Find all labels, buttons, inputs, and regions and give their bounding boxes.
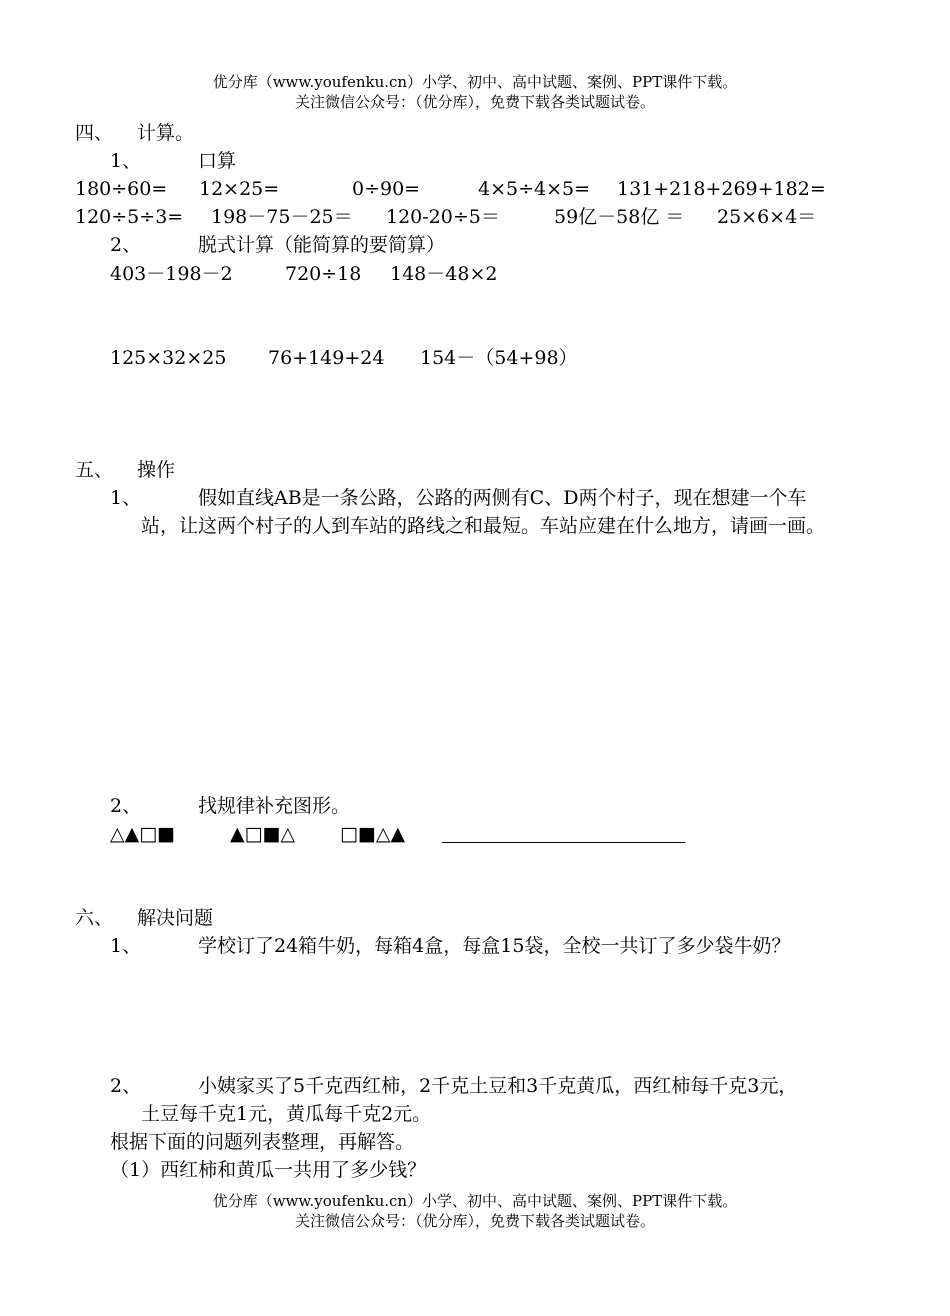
q6-2-sub-question-1: （1）西红柿和黄瓜一共用了多少钱？ [110,1159,427,1181]
section-6-number: 六、 [75,907,114,929]
step-calc-item: 720÷18 [285,263,362,285]
shape-pattern-group: □■△▲ [340,823,406,845]
answer-blank-line [442,842,685,843]
q5-1-text-line-1: 假如直线AB是一条公路，公路的两侧有C、D两个村子，现在想建一个车 [198,487,807,509]
step-calc-item: 154－（54+98） [420,347,578,369]
section-6-title: 解决问题 [137,907,214,929]
footer-line-1: 优分库（www.youfenku.cn）小学、初中、高中试题、案例、PPT课件下载。 [212,1192,738,1210]
oral-calc-item: 120-20÷5＝ [386,206,500,228]
section-4-title: 计算。 [137,122,195,144]
oral-calc-item: 0÷90= [352,178,421,200]
q6-2-text-line-1: 小姨家买了5千克西红柿，2千克土豆和3千克黄瓜，西红柿每千克3元， [198,1075,798,1097]
q6-2-instruction: 根据下面的问题列表整理，再解答。 [110,1131,415,1153]
oral-calc-item: 12×25= [199,178,280,200]
header-line-1: 优分库（www.youfenku.cn）小学、初中、高中试题、案例、PPT课件下载。 [212,73,738,91]
shape-pattern-group: △▲□■ [110,823,176,845]
q4-2-number: 2、 [110,234,142,256]
oral-calc-item: 120÷5÷3= [75,206,184,228]
step-calc-item: 148－48×2 [390,263,498,285]
q5-1-number: 1、 [110,487,142,509]
q6-2-number: 2、 [110,1075,142,1097]
oral-calc-item: 198－75－25＝ [211,206,353,228]
footer-line-2: 关注微信公众号：（优分库），免费下载各类试题试卷。 [294,1212,655,1230]
shape-pattern-group: ▲□■△ [230,823,296,845]
oral-calc-item: 59亿－58亿 ＝ [554,206,685,228]
q5-1-text-line-2: 站，让这两个村子的人到车站的路线之和最短。车站应建在什么地方，请画一画。 [141,515,826,537]
oral-calc-item: 131+218+269+182= [617,178,826,200]
step-calc-item: 76+149+24 [268,347,385,369]
q4-2-title: 脱式计算（能简算的要简算） [198,234,446,256]
q6-1-text: 学校订了24箱牛奶，每箱4盒，每盒15袋，全校一共订了多少袋牛奶？ [198,935,791,957]
section-5-number: 五、 [75,459,114,481]
oral-calc-item: 180÷60= [75,178,168,200]
q5-2-title: 找规律补充图形。 [198,795,351,817]
q4-1-title: 口算 [198,150,237,172]
oral-calc-item: 4×5÷4×5= [478,178,591,200]
step-calc-item: 125×32×25 [110,347,227,369]
step-calc-item: 403－198－2 [110,263,233,285]
q4-1-number: 1、 [110,150,142,172]
section-4-number: 四、 [75,122,114,144]
q6-2-text-line-2: 土豆每千克1元，黄瓜每千克2元。 [141,1103,432,1125]
q6-1-number: 1、 [110,935,142,957]
oral-calc-item: 25×6×4＝ [717,206,817,228]
section-5-title: 操作 [137,459,176,481]
q5-2-number: 2、 [110,795,142,817]
header-line-2: 关注微信公众号：（优分库），免费下载各类试题试卷。 [294,93,655,111]
